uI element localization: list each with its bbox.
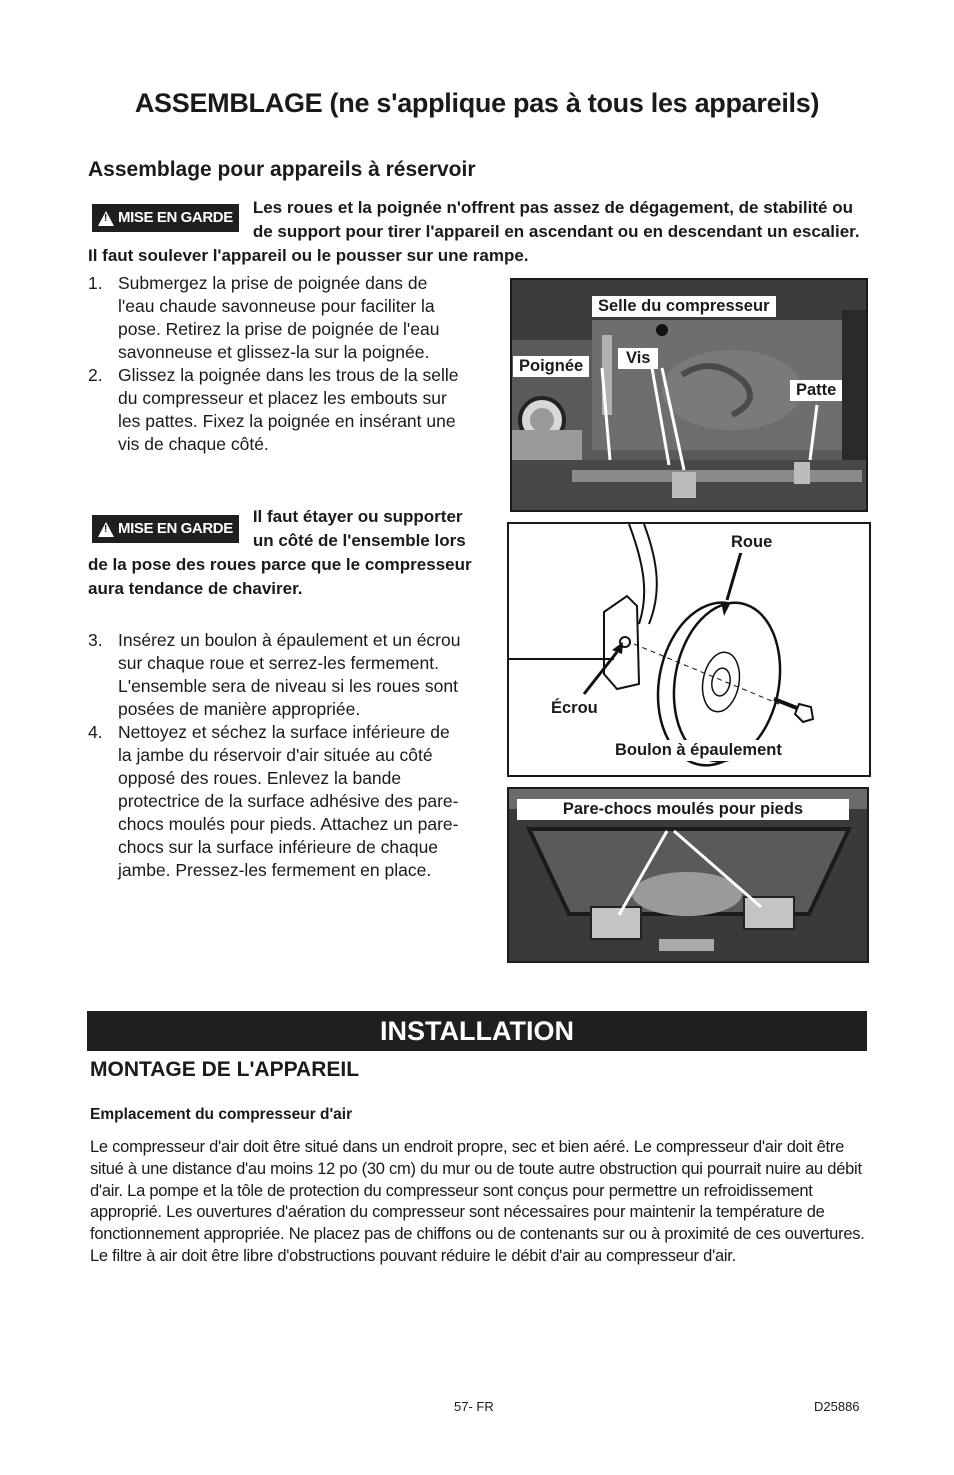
label-roue: Roue (725, 532, 778, 553)
figure-foot-bumpers-photo (507, 787, 869, 963)
emplacement-paragraph: Le compresseur d'air doit être situé dans un endroit propre, sec et bien aéré. Le compresseur d'air doit être situé à une distance d'au moins 12 po (30 cm) du mur ou de toute autre obstruction qui pourrait nuire au débit d'air. La pompe et la tôle de protection du compresseur sont conçus pour permettre un refroidissement approprié. Les ouvertures d'aération du compresseur sont nécessaires pour maintenir la température de fonctionnement appropriée. Ne placez pas de chiffons ou de contenants sur ou à proximité de ces ouvertures. Le filtre à air doit être libre d'obstructions pouvant réduire le débit d'air au compresseur d'air. (90, 1138, 865, 1265)
label-selle: Selle du compresseur (592, 296, 776, 317)
document-code: D25886 (814, 1399, 860, 1414)
warning-badge (92, 204, 239, 232)
warning-block-2 (88, 505, 488, 601)
figure-handle-photo (510, 278, 868, 512)
label-vis: Vis (618, 348, 658, 369)
label-patte: Patte (790, 380, 842, 401)
warning-icon (98, 211, 114, 226)
installation-banner: INSTALLATION (87, 1011, 867, 1051)
list-item (88, 364, 468, 456)
warning-icon (98, 522, 114, 537)
list-item (88, 272, 468, 364)
page-number: 57- FR (454, 1399, 494, 1414)
step-text: Insérez un boulon à épaulement et un écrou sur chaque roue et serrez-les fermement. L'ensemble sera de niveau si les roues sont posées de manière appropriée. (118, 630, 461, 719)
step-number: 4. (88, 722, 103, 742)
warning-badge-label: MISE EN GARDE (118, 520, 233, 537)
figure-wheel-diagram (507, 522, 871, 777)
label-poignee: Poignée (513, 356, 589, 377)
step-number: 2. (88, 365, 103, 385)
step-text: Submergez la prise de poignée dans de l'eau chaude savonneuse pour faciliter la pose. Retirez la prise de poignée de l'eau savonneuse et glissez-la sur la poignée. (118, 273, 440, 362)
warning-text-2: Il faut étayer ou supporter un côté de l'ensemble lors de la pose des roues parce que le compresseur aura tendance de chavirer. (88, 507, 472, 598)
step-number: 1. (88, 273, 103, 293)
page-title: ASSEMBLAGE (ne s'applique pas à tous les appareils) (134, 88, 820, 118)
step-number: 3. (88, 630, 103, 650)
warning-badge-label: MISE EN GARDE (118, 209, 233, 226)
wheel-diagram-illustration (509, 524, 869, 775)
step-text: Nettoyez et séchez la surface inférieure de la jambe du réservoir d'air située au côté opposé des roues. Enlevez la bande protectrice de la surface adhésive des pare-chocs moulés pour pieds. Attachez un pare-chocs sur la surface inférieure de chaque jambe. Pressez-les fermement en place. (118, 722, 459, 880)
warning-badge (92, 515, 239, 543)
label-boulon: Boulon à épaulement (609, 740, 788, 761)
list-item (88, 721, 468, 882)
steps-list-a (88, 272, 468, 456)
label-ecrou: Écrou (545, 698, 604, 719)
steps-list-b (88, 629, 468, 882)
list-item (88, 629, 468, 721)
warning-block-1 (88, 196, 866, 268)
label-parechocs: Pare-chocs moulés pour pieds (517, 799, 849, 820)
step-text: Glissez la poignée dans les trous de la selle du compresseur et placez les embouts sur les pattes. Fixez la poignée en insérant une vis de chaque côté. (118, 365, 459, 454)
montage-heading: MONTAGE DE L'APPAREIL (90, 1058, 360, 1081)
section-heading: Assemblage pour appareils à réservoir (88, 158, 476, 181)
emplacement-subheading: Emplacement du compresseur d'air (90, 1106, 353, 1123)
warning-text-1: Les roues et la poignée n'offrent pas assez de dégagement, de stabilité ou de support pour tirer l'appareil en ascendant ou en descendant un escalier. Il faut soulever l'appareil ou le pousser sur une rampe. (88, 198, 860, 265)
